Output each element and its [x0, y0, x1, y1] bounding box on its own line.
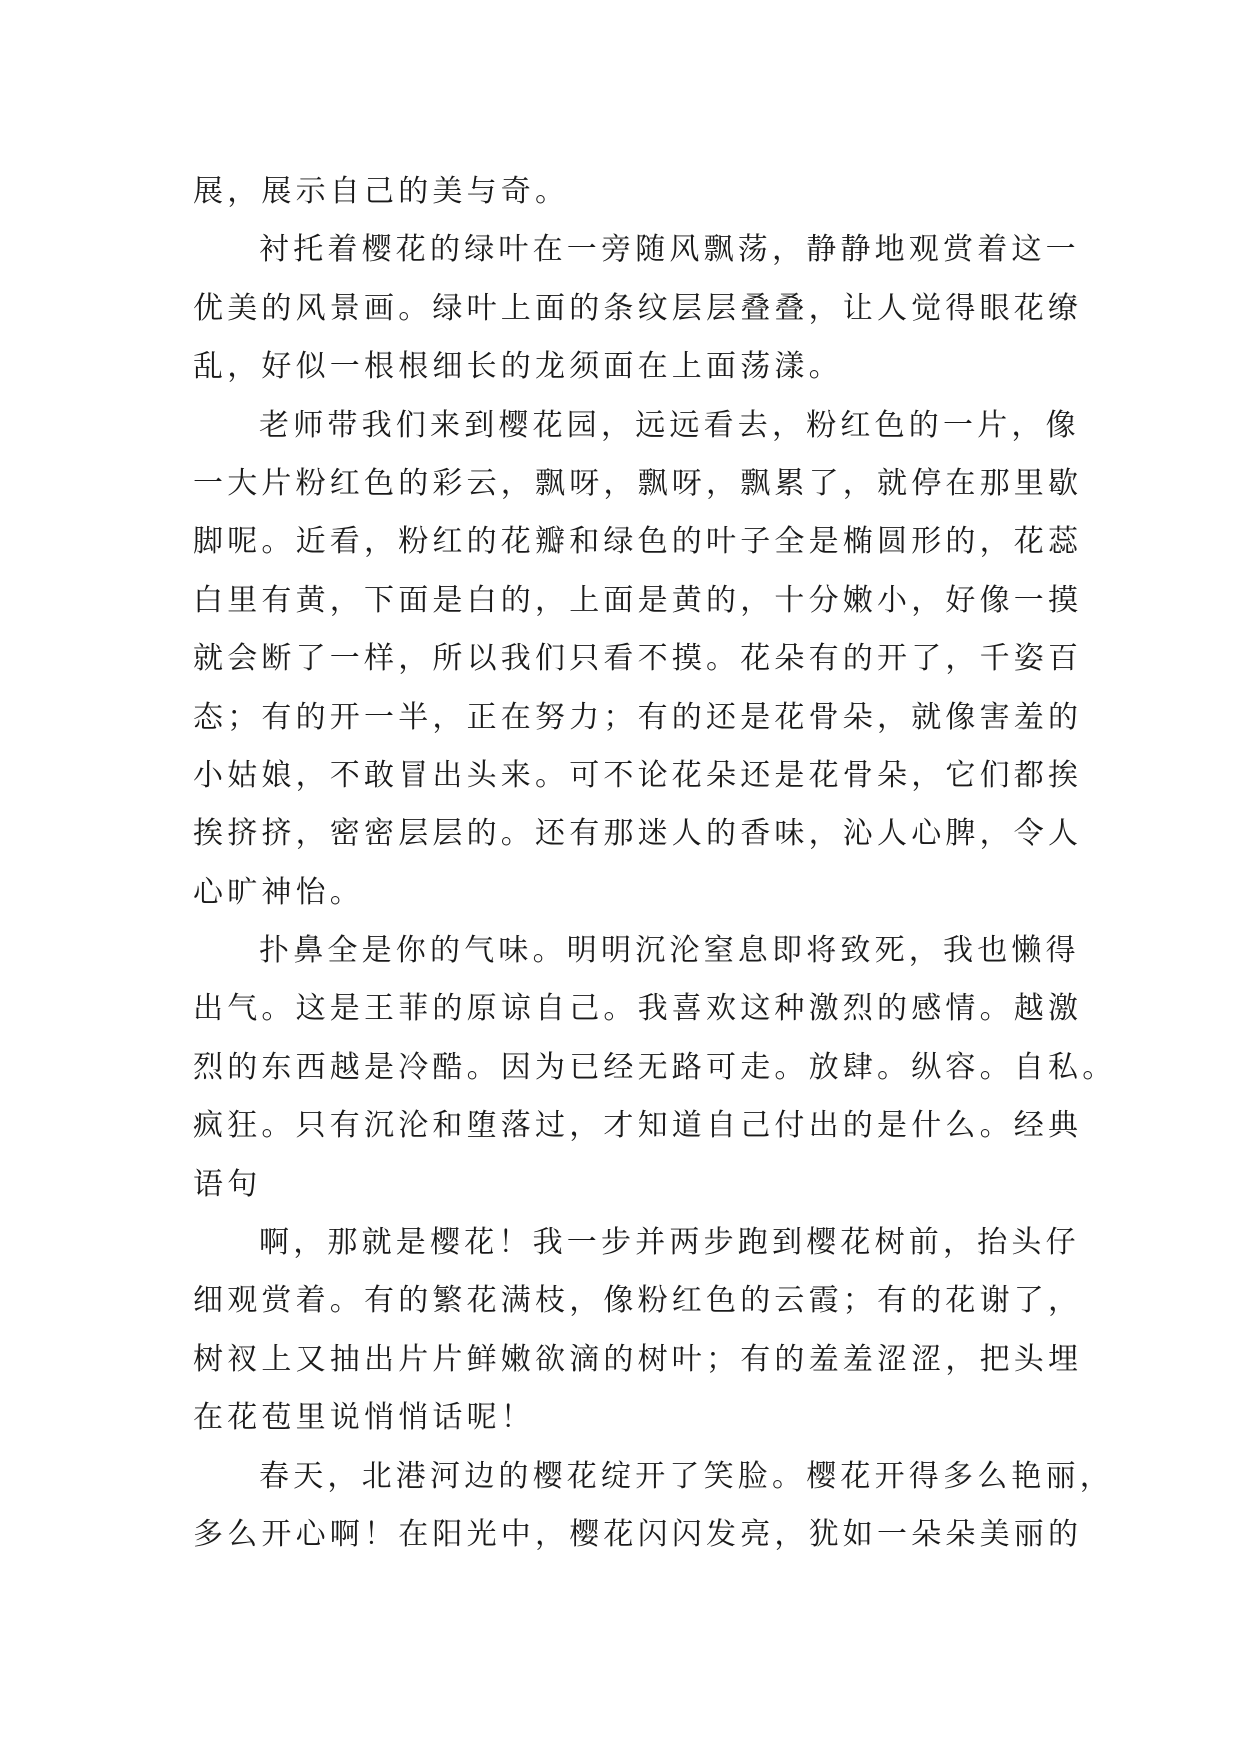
body-text [193, 163, 1117, 1564]
text-line: 疯狂。只有沉沦和堕落过，才知道自己付出的是什么。经典 [193, 1108, 1083, 1144]
text-line: 展，展示自己的美与奇。 [193, 174, 570, 209]
text-line: 扑鼻全是你的气味。明明沉沦窒息即将致死，我也懒得 [259, 933, 1080, 969]
text-line: 衬托着樱花的绿叶在一旁随风飘荡，静静地观赏着这一 [259, 232, 1080, 268]
text-line: 态；有的开一半，正在努力；有的还是花骨朵，就像害羞的 [193, 699, 1083, 735]
text-line: 烈的东西越是冷酷。因为已经无路可走。放肆。纵容。自私。 [193, 1049, 1117, 1085]
text-line: 心旷神怡。 [193, 874, 364, 910]
text-line: 啊，那就是樱花！我一步并两步跑到樱花树前，抬头仔 [259, 1225, 1080, 1261]
text-line: 挨挤挤，密密层层的。还有那迷人的香味，沁人心脾，令人 [193, 816, 1083, 852]
text-line: 优美的风景画。绿叶上面的条纹层层叠叠，让人觉得眼花缭 [193, 290, 1083, 326]
text-line: 多么开心啊！在阳光中，樱花闪闪发亮，犹如一朵朵美丽的 [193, 1516, 1083, 1552]
text-line: 语句 [193, 1166, 262, 1202]
text-line: 细观赏着。有的繁花满枝，像粉红色的云霞；有的花谢了， [193, 1283, 1083, 1319]
text-line: 树衩上又抽出片片鲜嫩欲滴的树叶；有的羞羞涩涩，把头埋 [193, 1341, 1083, 1377]
text-line: 一大片粉红色的彩云，飘呀，飘呀，飘累了，就停在那里歇 [193, 465, 1083, 501]
text-line: 出气。这是王菲的原谅自己。我喜欢这种激烈的感情。越激 [193, 991, 1083, 1027]
text-line: 在花苞里说悄悄话呢！ [193, 1400, 535, 1436]
text-line: 白里有黄，下面是白的，上面是黄的，十分嫩小，好像一摸 [193, 582, 1083, 618]
text-line: 脚呢。近看，粉红的花瓣和绿色的叶子全是椭圆形的，花蕊 [193, 524, 1083, 560]
text-line: 老师带我们来到樱花园，远远看去，粉红色的一片，像 [259, 407, 1080, 443]
text-line: 就会断了一样，所以我们只看不摸。花朵有的开了，千姿百 [193, 641, 1083, 677]
text-line: 小姑娘，不敢冒出头来。可不论花朵还是花骨朵，它们都挨 [193, 757, 1083, 793]
text-line: 乱，好似一根根细长的龙须面在上面荡漾。 [193, 349, 843, 385]
text-line: 春天，北港河边的樱花绽开了笑脸。樱花开得多么艳丽， [259, 1458, 1114, 1494]
